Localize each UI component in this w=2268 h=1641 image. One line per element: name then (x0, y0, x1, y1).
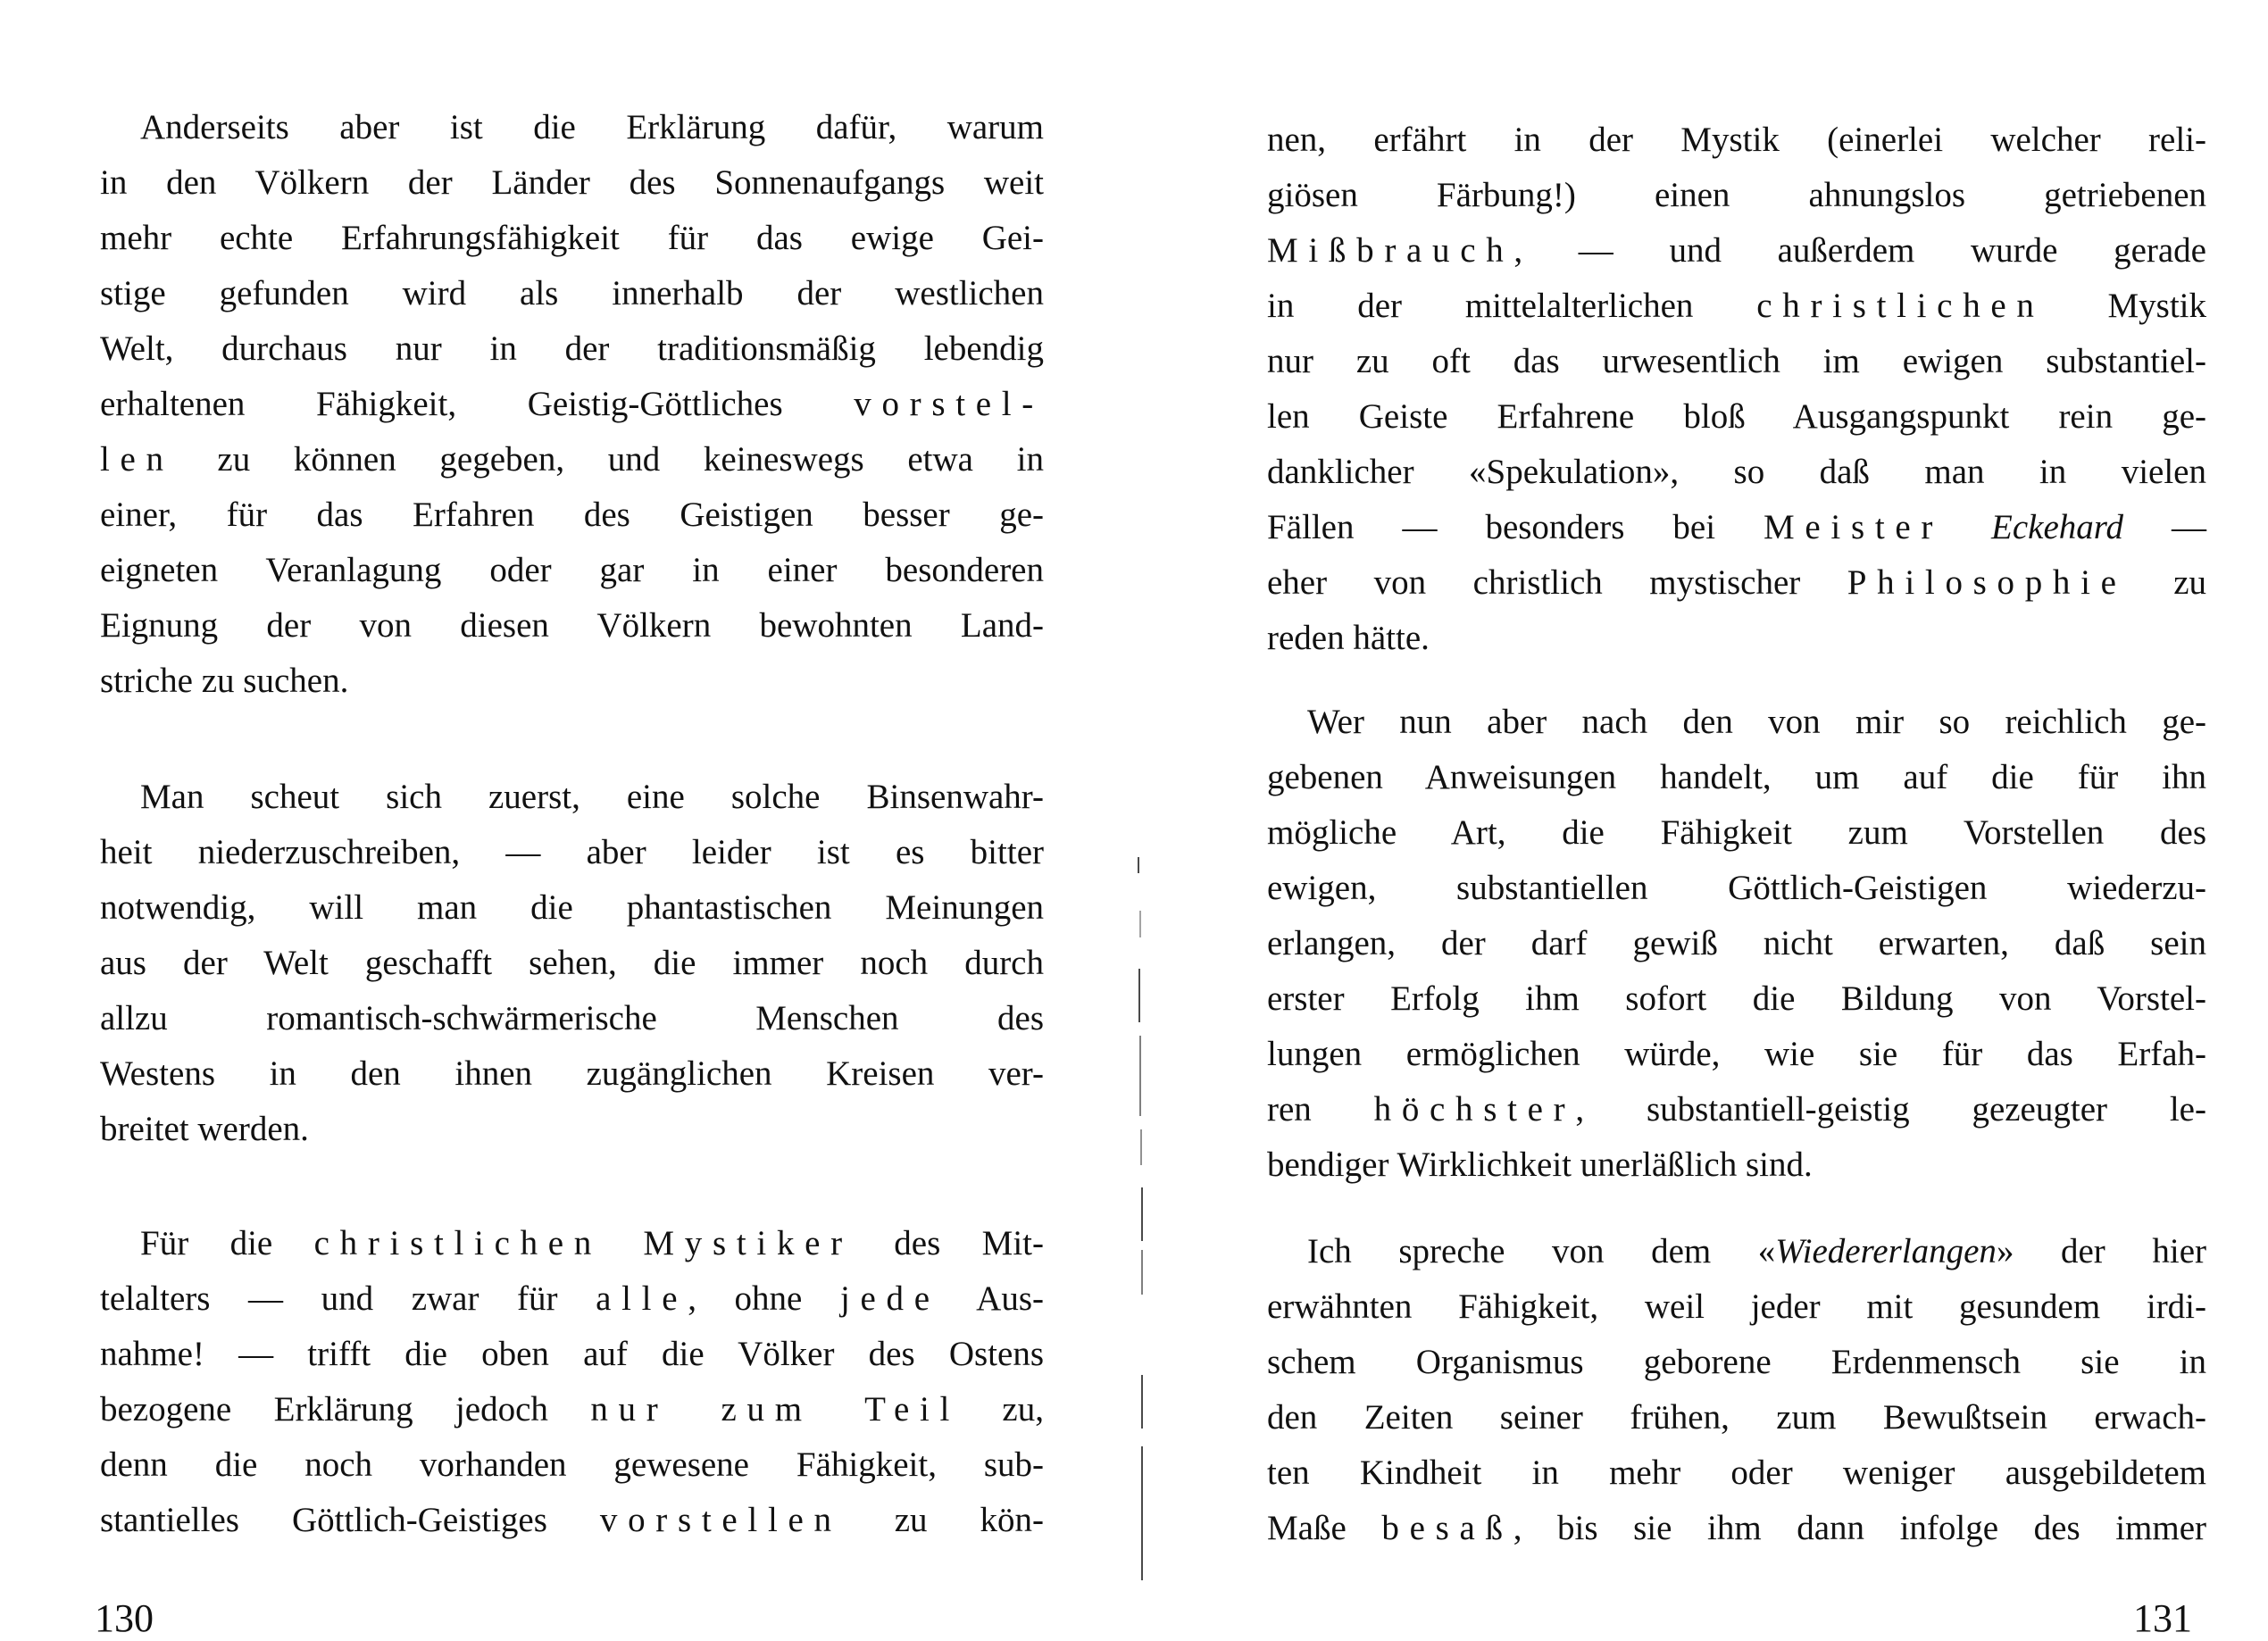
spaced-emphasis: Mystiker (643, 1224, 853, 1262)
right-paragraph-2 (1267, 695, 2206, 1193)
text-line (1267, 500, 2206, 555)
text-run: telalters — und zwar für (100, 1279, 596, 1318)
italic-emphasis: Eckehard (1991, 508, 2124, 546)
spaced-emphasis: vorstellen (599, 1501, 842, 1539)
text-run: des Mit- (852, 1224, 1045, 1262)
spaced-emphasis: christlichen (313, 1224, 602, 1262)
text-line: danklicher «Spekulation», so daß man in vielen (1267, 453, 2206, 491)
text-line (1267, 1082, 2206, 1137)
text-line: nahme! — trifft die oben auf die Völker des Ostens (100, 1335, 1044, 1373)
text-line (1267, 279, 2206, 334)
text-run: , substantiell-geistig gezeugter le- (1575, 1090, 2206, 1129)
text-line: heit niederzuschreiben, — aber leider ist es bitter (100, 833, 1044, 871)
right-paragraph-3 (1267, 1224, 2206, 1556)
text-line: Welt, durchaus nur in der traditionsmäßig lebendig (100, 329, 1044, 368)
text-line (1267, 223, 2206, 279)
text-line: erwähnten Fähigkeit, weil jeder mit gesundem irdi- (1267, 1287, 2206, 1326)
text-line: mehr echte Erfahrungsfähigkeit für das ewige Gei- (100, 219, 1044, 257)
text-line: Westens in den ihnen zugänglichen Kreisen ver- (100, 1054, 1044, 1093)
text-line: len Geiste Erfahrene bloß Ausgangspunkt rein ge- (1267, 397, 2206, 436)
text-line: ten Kindheit in mehr oder weniger ausgebildetem (1267, 1454, 2206, 1492)
text-run: » der hier (1996, 1232, 2206, 1270)
text-run: eher von christlich mystischer (1267, 563, 1847, 602)
page-number-left: 130 (95, 1596, 154, 1640)
text-run: , bis sie ihm dann infolge des immer (1513, 1509, 2206, 1547)
text-line: giösen Färbung!) einen ahnungslos getriebenen (1267, 176, 2206, 214)
spaced-emphasis: christlichen (1756, 287, 2045, 325)
text-run: in der mittelalterlichen (1267, 287, 1757, 325)
text-line: gebenen Anweisungen handelt, um auf die für ihn (1267, 758, 2206, 796)
text-run: Mystik (2044, 287, 2206, 325)
spaced-emphasis: nur zum Teil (590, 1390, 961, 1429)
text-line: einer, für das Erfahren des Geistigen besser ge- (100, 496, 1044, 534)
text-line: Anderseits aber ist die Erklärung dafür, warum (140, 108, 1044, 146)
right-paragraph-1 (1267, 112, 2206, 666)
text-run: , ohne (688, 1279, 840, 1318)
text-run: bezogene Erklärung jedoch (100, 1390, 591, 1429)
text-line: in den Völkern der Länder des Sonnenaufgangs weit (100, 163, 1044, 202)
spaced-emphasis: vorstel- (854, 385, 1044, 423)
text-run: Für die (140, 1224, 314, 1262)
text-line: Man scheut sich zuerst, eine solche Binsenwahr- (140, 778, 1044, 816)
text-line: allzu romantisch-schwärmerische Menschen des (100, 999, 1044, 1037)
italic-emphasis: Wiedererlangen (1775, 1232, 1997, 1270)
text-run: Aus- (939, 1279, 1044, 1318)
text-line: erster Erfolg ihm sofort die Bildung von Vorstel- (1267, 979, 2206, 1018)
text-line: schem Organismus geborene Erdenmensch sie in (1267, 1343, 2206, 1381)
text-run: zu (2126, 563, 2207, 602)
spaced-emphasis: alle (596, 1279, 688, 1318)
text-line (1267, 1224, 2206, 1279)
text-line: ewigen, substantiellen Göttlich-Geistigen wiederzu- (1267, 869, 2206, 907)
text-run (1943, 508, 1991, 546)
text-line: Wer nun aber nach den von mir so reichlich ge- (1307, 703, 2206, 741)
spaced-emphasis: Philosophie (1847, 563, 2127, 602)
text-line: eigneten Veranlagung oder gar in einer besonderen (100, 551, 1044, 589)
text-run: ren (1267, 1090, 1374, 1129)
page-number-right: 131 (2133, 1596, 2192, 1640)
text-run: — (2123, 508, 2207, 546)
text-line: notwendig, will man die phantastischen Meinungen (100, 888, 1044, 927)
text-line: lungen ermöglichen würde, wie sie für das Erfah- (1267, 1035, 2206, 1073)
text-run: Ich spreche von dem « (1307, 1232, 1776, 1270)
text-line: stige gefunden wird als innerhalb der westlichen (100, 274, 1044, 312)
spaced-emphasis: jede (839, 1279, 940, 1318)
text-line: Eignung der von diesen Völkern bewohnten Land- (100, 606, 1044, 645)
spaced-emphasis: len (100, 440, 174, 479)
text-run: Fällen — besonders bei (1267, 508, 1764, 546)
spaced-emphasis: Mißbrauch (1267, 231, 1514, 270)
spaced-emphasis: höchster (1373, 1090, 1576, 1129)
text-line: denn die noch vorhanden gewesene Fähigkeit, sub- (100, 1445, 1044, 1484)
text-run: stantielles Göttlich-Geistiges (100, 1501, 600, 1539)
text-line: breitet werden. (100, 1110, 309, 1148)
text-line: reden hätte. (1267, 619, 1430, 657)
spaced-emphasis: besaß (1381, 1509, 1513, 1547)
text-line (1267, 1501, 2206, 1556)
text-run: zu kön- (841, 1501, 1044, 1539)
text-line (1267, 555, 2206, 611)
text-line: mögliche Art, die Fähigkeit zum Vorstellen des (1267, 813, 2206, 852)
text-line: den Zeiten seiner frühen, zum Bewußtsein erwach- (1267, 1398, 2206, 1437)
spaced-emphasis: Meister (1764, 508, 1944, 546)
text-line: bendiger Wirklichkeit unerläßlich sind. (1267, 1145, 1813, 1184)
text-run: zu können gegeben, und keineswegs etwa in (173, 440, 1044, 479)
text-line: nen, erfährt in der Mystik (einerlei welcher reli- (1267, 121, 2206, 159)
text-run: Maße (1267, 1509, 1382, 1547)
text-line: nur zu oft das urwesentlich im ewigen substantiel- (1267, 342, 2206, 380)
text-line: erlangen, der darf gewiß nicht erwarten, daß sein (1267, 924, 2206, 962)
text-run: , — und außerdem wurde gerade (1513, 231, 2206, 270)
text-line: striche zu suchen. (100, 662, 349, 700)
text-run: erhaltenen Fähigkeit, Geistig-Göttliches (100, 385, 855, 423)
text-run: zu, (960, 1390, 1044, 1429)
text-line: aus der Welt geschafft sehen, die immer noch durch (100, 944, 1044, 982)
